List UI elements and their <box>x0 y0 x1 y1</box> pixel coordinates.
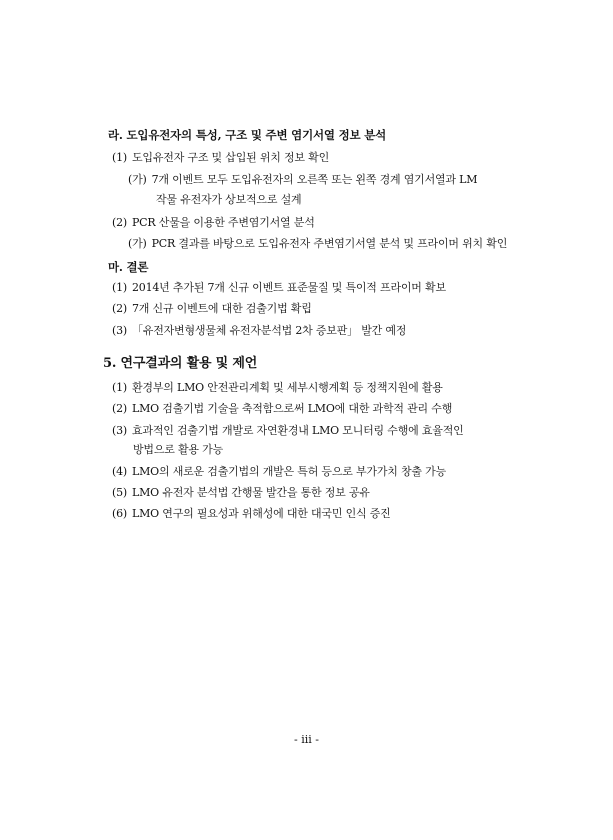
item-text: LMO의 새로운 검출기법의 개발은 특허 등으로 부가가치 창출 가능 <box>131 465 446 478</box>
list-item-continuation <box>156 193 301 207</box>
list-item <box>128 173 477 187</box>
item-text: LMO 검출기법 기술을 축적함으로써 LMO에 대한 과학적 관리 수행 <box>131 402 453 415</box>
item-number: (1) <box>112 381 127 394</box>
list-item <box>112 302 312 316</box>
item-text: PCR 결과를 바탕으로 도입유전자 주변염기서열 분석 및 프라이머 위치 확인 <box>151 237 508 250</box>
item-number: (3) <box>112 424 127 437</box>
section-ma-heading: 마. 결론 <box>108 260 149 274</box>
item-number: (2) <box>112 302 127 315</box>
item-text: 도입유전자 구조 및 삽입된 위치 정보 확인 <box>131 151 330 164</box>
item-number: (1) <box>112 151 127 164</box>
list-item <box>112 381 443 395</box>
item-text: 방법으로 활용 가능 <box>133 443 224 456</box>
item-text: 7개 신규 이벤트에 대한 검출기법 확립 <box>131 302 312 315</box>
list-item <box>112 281 446 295</box>
item-text: 환경부의 LMO 안전관리계획 및 세부시행계획 등 정책지원에 활용 <box>131 381 443 394</box>
item-text: 효과적인 검출기법 개발로 자연환경내 LMO 모니터링 수행에 효율적인 <box>131 424 464 437</box>
item-text: 작물 유전자가 상보적으로 설계 <box>156 193 302 206</box>
item-text: PCR 산물을 이용한 주변염기서열 분석 <box>131 216 315 229</box>
item-number: (2) <box>112 402 127 415</box>
list-item <box>112 402 452 416</box>
list-item <box>112 151 329 165</box>
section-ra-heading: 라. 도입유전자의 특성, 구조 및 주변 염기서열 정보 분석 <box>108 128 387 142</box>
section-5-heading: 5. 연구결과의 활용 및 제언 <box>103 356 258 371</box>
list-item <box>112 324 406 338</box>
list-item <box>112 216 315 230</box>
item-number: (가) <box>128 237 147 250</box>
item-number: (1) <box>112 281 127 294</box>
item-number: (4) <box>112 465 127 478</box>
item-number: (3) <box>112 324 127 337</box>
item-number: (2) <box>112 216 127 229</box>
item-text: 2014년 추가된 7개 신규 이벤트 표준물질 및 특이적 프라이머 확보 <box>131 281 446 294</box>
item-number: (6) <box>112 507 127 520</box>
item-text: LMO 연구의 필요성과 위해성에 대한 대국민 인식 증진 <box>131 507 391 520</box>
item-text: 「유전자변형생물체 유전자분석법 2차 증보판」 발간 예정 <box>131 324 407 337</box>
list-item <box>112 424 464 438</box>
list-item <box>128 237 507 251</box>
item-number: (5) <box>112 486 127 499</box>
item-text: LMO 유전자 분석법 간행물 발간을 통한 정보 공유 <box>131 486 370 499</box>
page-number: - iii - <box>294 733 319 746</box>
item-text: 7개 이벤트 모두 도입유전자의 오른쪽 또는 왼쪽 경계 염기서열과 LM <box>151 173 478 186</box>
item-number: (가) <box>128 173 147 186</box>
list-item <box>112 507 391 521</box>
list-item <box>112 465 446 479</box>
list-item-continuation <box>133 443 223 457</box>
list-item <box>112 486 370 500</box>
